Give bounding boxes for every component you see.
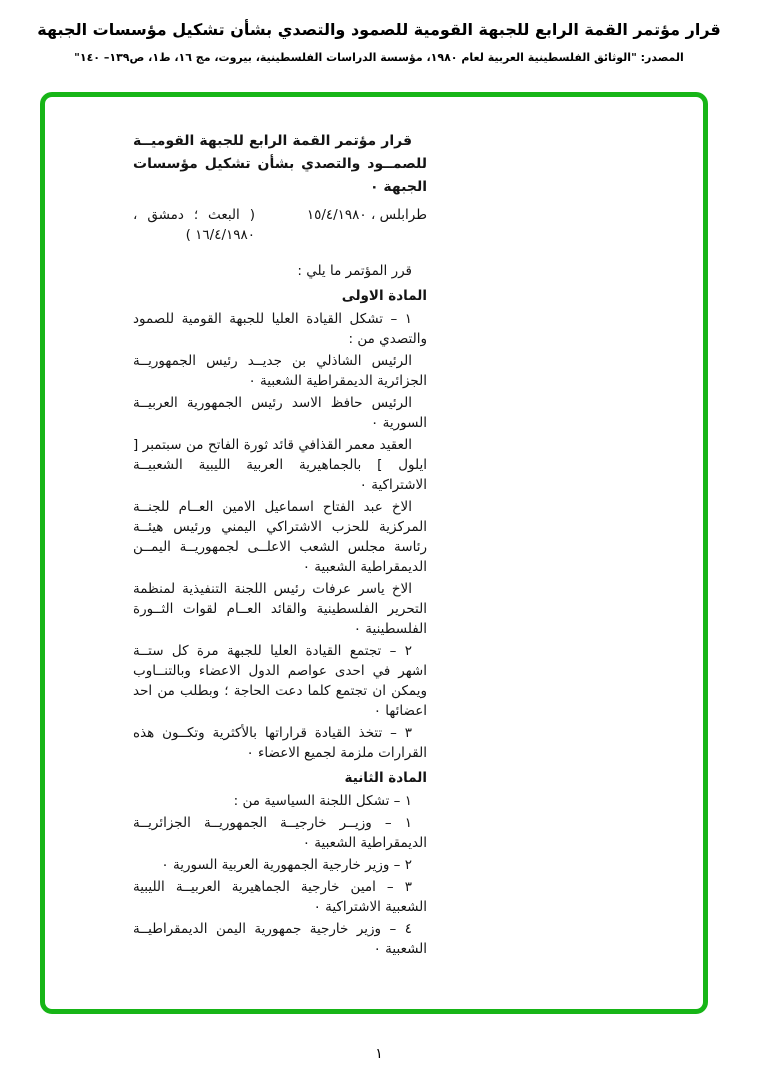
- list-item-paragraph: ٣ – امين خارجية الجماهيرية العربيــة الليبية الشعبية الاشتراكية ٠: [133, 879, 427, 915]
- list-item-paragraph: ٢ – وزير خارجية الجمهورية العربية السورية ٠: [161, 857, 412, 873]
- page-header: [0, 0, 758, 64]
- source-citation: المصدر: "الوثائق الفلسطينية العربية لعام ١٩٨٠، مؤسسة الدراسات الفلسطينية، بيروت، مج ١٦، ط١، ص١٣٩– ١٤٠": [74, 51, 684, 64]
- document-title: قرار مؤتمر القمة الرابع للجبهة القوميــة للصمــود والتصدي بشأن تشكيل مؤسسات الجبهة ٠: [133, 133, 427, 195]
- article-two-heading: المادة الثانية: [344, 770, 427, 786]
- document-body: [133, 130, 427, 959]
- clause-paragraph: ٢ – تجتمع القيادة العليا للجبهة مرة كل ستــة اشهر في احدى عواصم الدول الاعضاء وبالتنــاوب ويمكن ان تجتمع كلما دعت الحاجة ؛ وبطلب من احد اعضائها ٠: [133, 643, 427, 719]
- clause-paragraph: ٣ – تتخذ القيادة قراراتها بالأكثرية وتكــون هذه القرارات ملزمة لجميع الاعضاء ٠: [133, 725, 427, 761]
- dateline-reference: ( البعث ؛ دمشق ، ١٦/٤/١٩٨٠ ): [133, 207, 255, 243]
- member-paragraph: الرئيس حافظ الاسد رئيس الجمهورية العربيــة السورية ٠: [133, 395, 427, 431]
- highlight-border-box: [40, 92, 708, 1014]
- member-paragraph: الاخ عبد الفتاح اسماعيل الامين العــام للجنــة المركزية للحزب الاشتراكي اليمني ورئيس هيئــة رئاسة مجلس الشعب الاعلــى لجمهوريــة اليمــن الديمقراطية الشعبية ٠: [133, 499, 427, 575]
- member-paragraph: الرئيس الشاذلي بن جديــد رئيس الجمهوريــة الجزائرية الديمقراطية الشعبية ٠: [133, 353, 427, 389]
- intro-paragraph: قرر المؤتمر ما يلي :: [297, 263, 412, 279]
- clause-paragraph: ١ – تشكل اللجنة السياسية من :: [233, 793, 412, 809]
- dateline-place: طرابلس ، ١٥/٤/١٩٨٠: [306, 207, 427, 223]
- list-item-paragraph: ٤ – وزير خارجية جمهورية اليمن الديمقراطيــة الشعبية ٠: [133, 921, 427, 957]
- list-item-paragraph: ١ – وزيــر خارجيــة الجمهوريــة الجزائريــة الديمقراطية الشعبية ٠: [133, 815, 427, 851]
- page-number: ١: [375, 1046, 383, 1062]
- member-paragraph: العقيد معمر القذافي قائد ثورة الفاتح من سبتمبر [ ايلول ] بالجماهيرية العربية الليبية الشعبيــة الاشتراكية ٠: [133, 437, 427, 493]
- dateline: [133, 205, 427, 245]
- document-header-title: قرار مؤتمر القمة الرابع للجبهة القومية للصمود والتصدي بشأن تشكيل مؤسسات الجبهة: [37, 20, 721, 39]
- article-one-heading: المادة الاولى: [341, 288, 427, 304]
- member-paragraph: الاخ ياسر عرفات رئيس اللجنة التنفيذية لمنظمة التحرير الفلسطينية والقائد العــام لقوات الثــورة الفلسطينية ٠: [133, 581, 427, 637]
- clause-paragraph: ١ – تشكل القيادة العليا للجبهة القومية للصمود والتصدي من :: [133, 311, 427, 347]
